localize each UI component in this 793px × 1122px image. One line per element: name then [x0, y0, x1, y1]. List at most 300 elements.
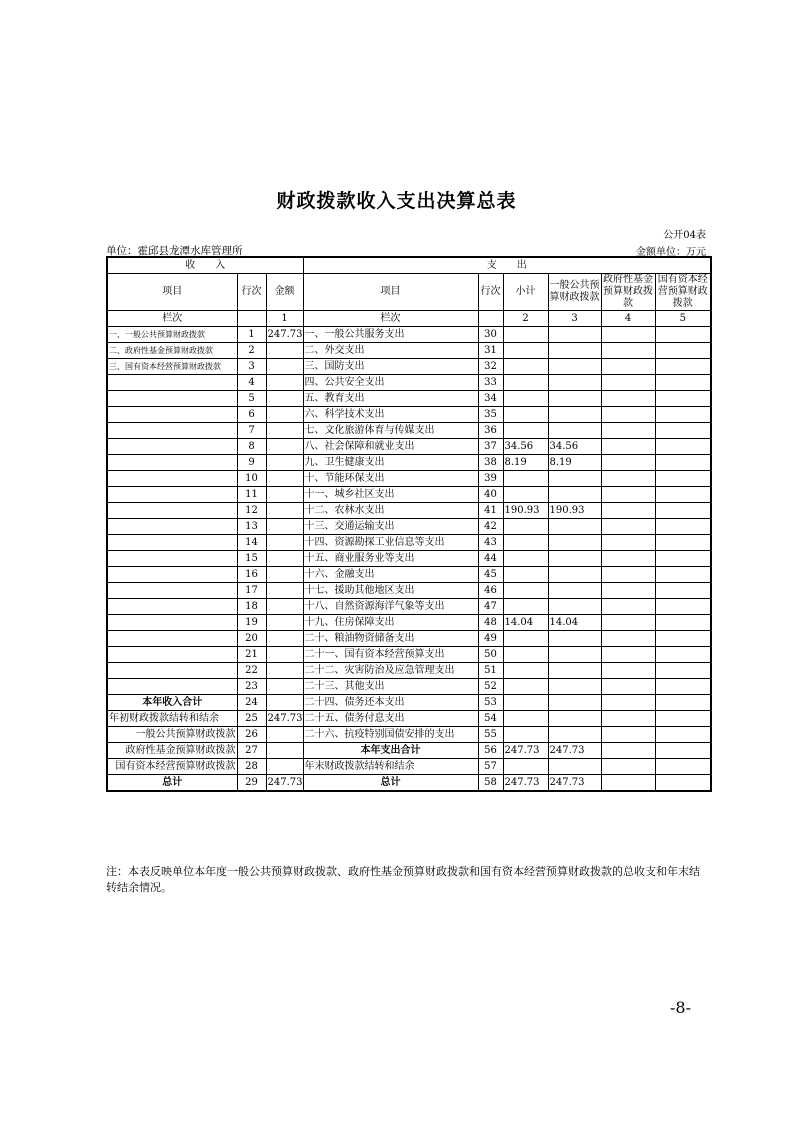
income-amount	[266, 759, 303, 775]
income-line-no: 18	[237, 599, 266, 615]
expense-item: 十一、城乡社区支出	[303, 487, 478, 503]
subtotal-amount	[503, 711, 548, 727]
expense-header: 支 出	[303, 257, 711, 274]
column-index-row	[107, 311, 711, 327]
income-line-no: 29	[237, 775, 266, 792]
general-budget-amount	[548, 375, 601, 391]
income-line-no: 5	[237, 391, 266, 407]
expense-item: 十四、资源勘探工业信息等支出	[303, 535, 478, 551]
fund-budget-amount	[601, 423, 655, 439]
fund-budget-amount	[601, 567, 655, 583]
income-line-no: 16	[237, 567, 266, 583]
income-amount	[266, 695, 303, 711]
table-row	[107, 503, 711, 519]
table-row	[107, 359, 711, 375]
income-amount	[266, 503, 303, 519]
fund-budget-amount	[601, 743, 655, 759]
income-item: 一、一般公共预算财政拨款	[107, 327, 237, 343]
subtotal-amount	[503, 551, 548, 567]
expense-line-no: 32	[478, 359, 503, 375]
general-budget-amount	[548, 343, 601, 359]
fund-budget-amount	[601, 487, 655, 503]
table-row	[107, 615, 711, 631]
subtotal-amount	[503, 727, 548, 743]
income-item	[107, 535, 237, 551]
table-row	[107, 711, 711, 727]
expense-index-label: 栏次	[303, 311, 478, 327]
income-item	[107, 487, 237, 503]
general-budget-amount	[548, 407, 601, 423]
index-cell: 1	[266, 311, 303, 327]
budget-summary-table	[106, 256, 712, 792]
table-row	[107, 535, 711, 551]
general-budget-amount: 247.73	[548, 743, 601, 759]
expense-line-no: 36	[478, 423, 503, 439]
income-line-no: 9	[237, 455, 266, 471]
expense-item: 二十二、灾害防治及应急管理支出	[303, 663, 478, 679]
expense-item: 六、科学技术支出	[303, 407, 478, 423]
income-item	[107, 423, 237, 439]
general-budget-amount	[548, 631, 601, 647]
income-amount	[266, 567, 303, 583]
fund-budget-amount	[601, 471, 655, 487]
income-item	[107, 375, 237, 391]
subtotal-amount	[503, 679, 548, 695]
fund-budget-amount	[601, 663, 655, 679]
income-item: 政府性基金预算财政拨款	[107, 743, 237, 759]
income-amount	[266, 407, 303, 423]
fund-budget-amount	[601, 695, 655, 711]
subtotal-amount	[503, 535, 548, 551]
income-amount	[266, 583, 303, 599]
subtotal-amount	[503, 375, 548, 391]
subtotal-amount	[503, 695, 548, 711]
income-header: 收 入	[107, 257, 303, 274]
general-budget-amount	[548, 711, 601, 727]
table-row	[107, 375, 711, 391]
expense-line-no: 51	[478, 663, 503, 679]
income-line-no: 14	[237, 535, 266, 551]
income-line-no: 8	[237, 439, 266, 455]
table-row	[107, 487, 711, 503]
income-item	[107, 519, 237, 535]
state-capital-amount	[655, 407, 711, 423]
subtotal-amount	[503, 631, 548, 647]
expense-line-no: 31	[478, 343, 503, 359]
expense-item: 十八、自然资源海洋气象等支出	[303, 599, 478, 615]
subtotal-amount	[503, 647, 548, 663]
income-index-label: 栏次	[107, 311, 237, 327]
fund-budget-amount	[601, 439, 655, 455]
expense-line-no: 33	[478, 375, 503, 391]
expense-line-no: 30	[478, 327, 503, 343]
expense-item: 总计	[303, 775, 478, 792]
general-budget-amount	[548, 663, 601, 679]
income-item	[107, 631, 237, 647]
general-budget-amount: 14.04	[548, 615, 601, 631]
state-capital-amount	[655, 455, 711, 471]
income-item-header: 项目	[107, 274, 237, 311]
general-budget-amount	[548, 583, 601, 599]
fund-budget-amount	[601, 711, 655, 727]
income-line-no: 15	[237, 551, 266, 567]
table-row	[107, 599, 711, 615]
expense-item: 四、公共安全支出	[303, 375, 478, 391]
state-capital-amount	[655, 503, 711, 519]
fund-budget-amount	[601, 599, 655, 615]
subtotal-amount	[503, 391, 548, 407]
income-item	[107, 583, 237, 599]
general-budget-amount	[548, 567, 601, 583]
fund-budget-amount	[601, 375, 655, 391]
income-item	[107, 615, 237, 631]
table-row	[107, 743, 711, 759]
table-row	[107, 679, 711, 695]
income-item: 本年收入合计	[107, 695, 237, 711]
expense-line-no: 48	[478, 615, 503, 631]
general-budget-amount: 34.56	[548, 439, 601, 455]
expense-line-no: 44	[478, 551, 503, 567]
state-capital-amount	[655, 759, 711, 775]
state-capital-amount	[655, 775, 711, 792]
expense-item: 十九、住房保障支出	[303, 615, 478, 631]
income-line-no: 27	[237, 743, 266, 759]
subtotal-amount	[503, 407, 548, 423]
table-row	[107, 759, 711, 775]
state-capital-amount	[655, 471, 711, 487]
column-header-row	[107, 274, 711, 311]
index-cell: 2	[503, 311, 548, 327]
index-cell: 5	[655, 311, 711, 327]
fund-budget-amount	[601, 407, 655, 423]
income-line-no: 3	[237, 359, 266, 375]
income-amount: 247.73	[266, 775, 303, 792]
income-item	[107, 471, 237, 487]
expense-item: 二十一、国有资本经营预算支出	[303, 647, 478, 663]
section-header-row	[107, 257, 711, 274]
expense-line-no: 45	[478, 567, 503, 583]
income-line-no: 1	[237, 327, 266, 343]
income-item	[107, 391, 237, 407]
subtotal-amount	[503, 583, 548, 599]
expense-line-no: 46	[478, 583, 503, 599]
income-amount	[266, 551, 303, 567]
subtotal-amount: 247.73	[503, 743, 548, 759]
fund-budget-amount	[601, 759, 655, 775]
general-budget-amount: 8.19	[548, 455, 601, 471]
subtotal-amount	[503, 327, 548, 343]
fund-budget-amount	[601, 519, 655, 535]
table-row	[107, 551, 711, 567]
state-capital-amount	[655, 647, 711, 663]
expense-item: 十二、农林水支出	[303, 503, 478, 519]
state-capital-amount	[655, 535, 711, 551]
subtotal-amount	[503, 759, 548, 775]
table-row	[107, 583, 711, 599]
subtotal-amount	[503, 519, 548, 535]
subtotal-amount: 34.56	[503, 439, 548, 455]
general-budget-amount	[548, 727, 601, 743]
income-line-no: 24	[237, 695, 266, 711]
general-budget-amount	[548, 599, 601, 615]
fund-budget-amount	[601, 455, 655, 471]
general-budget-amount	[548, 391, 601, 407]
state-capital-amount	[655, 327, 711, 343]
income-line-no: 21	[237, 647, 266, 663]
state-capital-amount	[655, 679, 711, 695]
subtotal-amount: 14.04	[503, 615, 548, 631]
index-cell: 4	[601, 311, 655, 327]
income-line-no: 6	[237, 407, 266, 423]
subtotal-header: 小计	[503, 274, 548, 311]
expense-line-no: 34	[478, 391, 503, 407]
expense-item: 七、文化旅游体育与传媒支出	[303, 423, 478, 439]
state-capital-amount	[655, 551, 711, 567]
subtotal-amount	[503, 423, 548, 439]
income-amount	[266, 519, 303, 535]
expense-item: 二十三、其他支出	[303, 679, 478, 695]
state-capital-amount	[655, 583, 711, 599]
fund-budget-amount	[601, 391, 655, 407]
table-row	[107, 455, 711, 471]
fund-budget-amount	[601, 551, 655, 567]
expense-line-no: 43	[478, 535, 503, 551]
table-row	[107, 391, 711, 407]
general-budget-amount: 190.93	[548, 503, 601, 519]
income-amount: 247.73	[266, 327, 303, 343]
table-row	[107, 775, 711, 792]
fund-budget-amount	[601, 631, 655, 647]
income-item	[107, 567, 237, 583]
income-item	[107, 503, 237, 519]
expense-item: 十六、金融支出	[303, 567, 478, 583]
income-amount	[266, 727, 303, 743]
table-row	[107, 423, 711, 439]
expense-line-no: 56	[478, 743, 503, 759]
expense-item: 年末财政拨款结转和结余	[303, 759, 478, 775]
expense-line-no: 39	[478, 471, 503, 487]
expense-item: 十五、商业服务业等支出	[303, 551, 478, 567]
index-cell: 3	[548, 311, 601, 327]
income-amount	[266, 599, 303, 615]
expense-line-no: 37	[478, 439, 503, 455]
state-capital-amount	[655, 743, 711, 759]
income-amount	[266, 471, 303, 487]
table-row	[107, 519, 711, 535]
income-item	[107, 599, 237, 615]
unit-label: 单位：霍邱县龙潭水库管理所	[106, 245, 243, 257]
fund-budget-amount	[601, 535, 655, 551]
expense-line-no: 53	[478, 695, 503, 711]
income-amount	[266, 375, 303, 391]
income-line-no: 7	[237, 423, 266, 439]
income-line-no: 17	[237, 583, 266, 599]
expense-item: 九、卫生健康支出	[303, 455, 478, 471]
general-budget-amount	[548, 535, 601, 551]
expense-item: 二十六、抗疫特别国债安排的支出	[303, 727, 478, 743]
income-amount	[266, 359, 303, 375]
table-row	[107, 407, 711, 423]
table-row	[107, 439, 711, 455]
fund-budget-amount	[601, 359, 655, 375]
table-row	[107, 343, 711, 359]
income-line-no: 2	[237, 343, 266, 359]
table-row	[107, 471, 711, 487]
income-line-no: 22	[237, 663, 266, 679]
state-capital-amount	[655, 519, 711, 535]
income-line-no: 19	[237, 615, 266, 631]
fund-budget-amount	[601, 775, 655, 792]
general-budget-amount	[548, 487, 601, 503]
fund-budget-amount	[601, 343, 655, 359]
state-capital-header: 国有资本经营预算财政拨款	[655, 274, 711, 311]
income-line-no: 25	[237, 711, 266, 727]
income-line-no: 26	[237, 727, 266, 743]
general-budget-amount	[548, 647, 601, 663]
income-amount	[266, 743, 303, 759]
state-capital-amount	[655, 359, 711, 375]
page-title: 财政拨款收入支出决算总表	[276, 190, 517, 212]
fund-budget-amount	[601, 727, 655, 743]
fund-budget-amount	[601, 679, 655, 695]
form-number: 公开04表	[663, 230, 706, 241]
income-line-no: 20	[237, 631, 266, 647]
expense-line-no: 49	[478, 631, 503, 647]
income-amount	[266, 535, 303, 551]
income-amount: 247.73	[266, 711, 303, 727]
state-capital-amount	[655, 695, 711, 711]
income-item: 一般公共预算财政拨款	[107, 727, 237, 743]
table-row	[107, 663, 711, 679]
state-capital-amount	[655, 391, 711, 407]
table-row	[107, 647, 711, 663]
expense-item: 三、国防支出	[303, 359, 478, 375]
income-amount	[266, 343, 303, 359]
general-budget-amount	[548, 759, 601, 775]
expense-line-no: 50	[478, 647, 503, 663]
subtotal-amount: 8.19	[503, 455, 548, 471]
expense-line-no: 55	[478, 727, 503, 743]
table-note: 注：本表反映单位本年度一般公共预算财政拨款、政府性基金预算财政拨款和国有资本经营预算财政拨款的总收支和年末结转结余情况。	[106, 865, 700, 894]
expense-item: 五、教育支出	[303, 391, 478, 407]
income-amount	[266, 439, 303, 455]
expense-item: 本年支出合计	[303, 743, 478, 759]
income-item	[107, 455, 237, 471]
expense-line-no: 41	[478, 503, 503, 519]
expense-line-no: 47	[478, 599, 503, 615]
expense-item: 十七、援助其他地区支出	[303, 583, 478, 599]
state-capital-amount	[655, 631, 711, 647]
income-line-no: 13	[237, 519, 266, 535]
general-budget-amount	[548, 679, 601, 695]
income-amount	[266, 647, 303, 663]
fund-budget-amount	[601, 583, 655, 599]
expense-item: 二、外交支出	[303, 343, 478, 359]
subtotal-amount	[503, 343, 548, 359]
income-amount	[266, 391, 303, 407]
income-item	[107, 439, 237, 455]
income-item: 三、国有资本经营预算财政拨款	[107, 359, 237, 375]
state-capital-amount	[655, 711, 711, 727]
general-budget-amount	[548, 359, 601, 375]
expense-item: 二十、粮油物资储备支出	[303, 631, 478, 647]
expense-line-no: 54	[478, 711, 503, 727]
fund-budget-amount	[601, 615, 655, 631]
fund-budget-amount	[601, 647, 655, 663]
state-capital-amount	[655, 727, 711, 743]
expense-item: 十、节能环保支出	[303, 471, 478, 487]
expense-line-no: 58	[478, 775, 503, 792]
table-row	[107, 695, 711, 711]
expense-line-no: 38	[478, 455, 503, 471]
state-capital-amount	[655, 487, 711, 503]
subtotal-amount	[503, 567, 548, 583]
income-amount	[266, 663, 303, 679]
general-budget-amount	[548, 695, 601, 711]
income-line-no: 11	[237, 487, 266, 503]
expense-line-no: 42	[478, 519, 503, 535]
income-item: 国有资本经营预算财政拨款	[107, 759, 237, 775]
subtotal-amount	[503, 359, 548, 375]
table-row	[107, 631, 711, 647]
subtotal-amount: 190.93	[503, 503, 548, 519]
fund-budget-amount	[601, 503, 655, 519]
expense-line-no: 35	[478, 407, 503, 423]
income-line-header: 行次	[237, 274, 266, 311]
index-cell	[478, 311, 503, 327]
income-line-no: 28	[237, 759, 266, 775]
general-budget-amount: 247.73	[548, 775, 601, 792]
income-item	[107, 647, 237, 663]
general-budget-header: 一般公共预算财政拨款	[548, 274, 601, 311]
state-capital-amount	[655, 343, 711, 359]
expense-item: 八、社会保障和就业支出	[303, 439, 478, 455]
state-capital-amount	[655, 615, 711, 631]
income-line-no: 12	[237, 503, 266, 519]
general-budget-amount	[548, 519, 601, 535]
table-row	[107, 327, 711, 343]
expense-line-no: 52	[478, 679, 503, 695]
state-capital-amount	[655, 375, 711, 391]
income-amount	[266, 487, 303, 503]
state-capital-amount	[655, 423, 711, 439]
income-line-no: 23	[237, 679, 266, 695]
expense-item: 二十五、债务付息支出	[303, 711, 478, 727]
general-budget-amount	[548, 471, 601, 487]
subtotal-amount	[503, 663, 548, 679]
expense-item: 二十四、债务还本支出	[303, 695, 478, 711]
income-item: 总计	[107, 775, 237, 792]
money-unit-label: 金额单位：万元	[636, 247, 706, 258]
income-item	[107, 679, 237, 695]
expense-item-header: 项目	[303, 274, 478, 311]
income-amount	[266, 631, 303, 647]
expense-item: 一、一般公共服务支出	[303, 327, 478, 343]
income-amount-header: 金额	[266, 274, 303, 311]
general-budget-amount	[548, 423, 601, 439]
income-amount	[266, 679, 303, 695]
subtotal-amount: 247.73	[503, 775, 548, 792]
table-row	[107, 727, 711, 743]
income-line-no: 4	[237, 375, 266, 391]
subtotal-amount	[503, 487, 548, 503]
expense-line-no: 40	[478, 487, 503, 503]
income-item	[107, 407, 237, 423]
expense-line-no: 57	[478, 759, 503, 775]
state-capital-amount	[655, 439, 711, 455]
income-item: 年初财政拨款结转和结余	[107, 711, 237, 727]
income-item	[107, 663, 237, 679]
